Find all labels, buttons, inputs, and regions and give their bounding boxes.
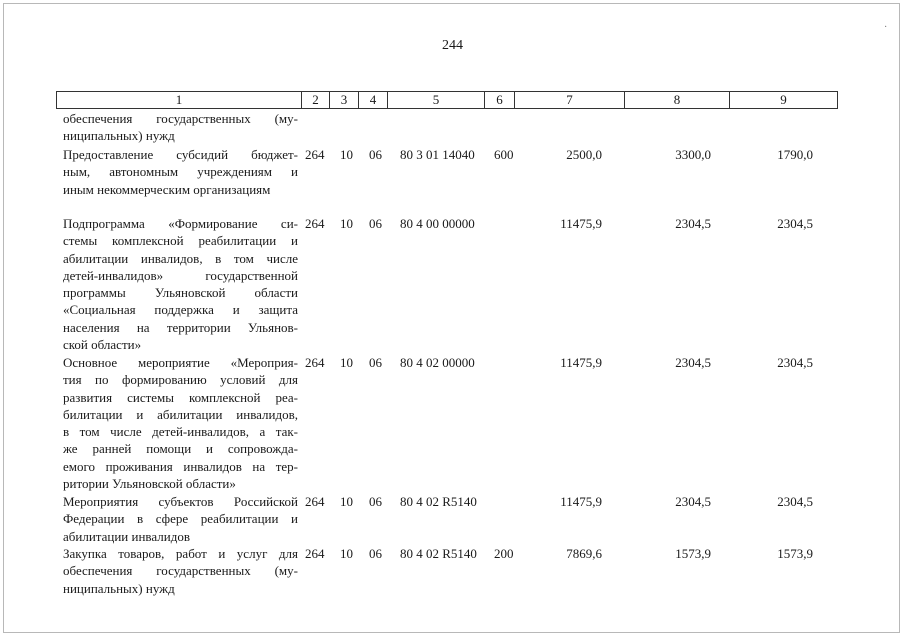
row-name-line: абилитации инвалидов (63, 528, 190, 544)
row-name-line: иным некоммерческим организациям (63, 181, 271, 197)
cell-c7: 11475,9 (560, 494, 602, 509)
cell-c8: 3300,0 (675, 147, 711, 162)
row-name (63, 354, 298, 492)
cell-c4: 06 (369, 546, 382, 561)
cell-c5: 80 4 02 00000 (400, 355, 475, 370)
cell-c9: 2304,5 (777, 355, 813, 370)
cell-c8: 1573,9 (675, 546, 711, 561)
row-name-line: Закупка товаров, работ и услуг для (63, 546, 298, 561)
header-col-9: 9 (780, 92, 787, 107)
row-name-line: Предоставление субсидий бюджет- (63, 147, 298, 162)
cell-c2: 264 (305, 494, 325, 509)
row-name-line: ниципальных) нужд (63, 580, 175, 596)
cell-c8: 2304,5 (675, 494, 711, 509)
row-name-line: развития системы комплексной реа- (63, 389, 298, 405)
cell-c2: 264 (305, 546, 325, 561)
row-name (63, 545, 298, 597)
header-col-2: 2 (302, 92, 330, 108)
row-name-line: Федерации в сфере реабилитации и (63, 511, 298, 527)
cell-c7: 11475,9 (560, 216, 602, 231)
cell-c9: 1790,0 (777, 147, 813, 162)
cell-c9: 1573,9 (777, 546, 813, 561)
row-name-line: Мероприятия субъектов Российской (63, 494, 298, 509)
row-name-line: населения на территории Ульянов- (63, 319, 298, 335)
table-header (56, 91, 838, 109)
cell-c3: 10 (340, 147, 353, 162)
row-name-line: ской области» (63, 337, 142, 353)
header-col-7: 7 (515, 92, 625, 108)
row-name-line: абилитации инвалидов, в том числе (63, 250, 298, 266)
row-name-line: детей-инвалидов» государственной (63, 267, 298, 283)
cell-c3: 10 (340, 355, 353, 370)
header-col-8: 8 (625, 92, 730, 108)
row-name-line: же ранней помощи и сопровожда- (63, 441, 298, 457)
cell-c5: 80 4 02 R5140 (400, 494, 477, 509)
row-name-line: Основное мероприятие «Мероприя- (63, 355, 298, 370)
page-number: 244 (442, 38, 463, 53)
row-name (63, 146, 298, 198)
cell-c5: 80 3 01 14040 (400, 147, 475, 162)
cell-c4: 06 (369, 494, 382, 509)
cell-c7: 11475,9 (560, 355, 602, 370)
cell-c8: 2304,5 (675, 355, 711, 370)
cell-c4: 06 (369, 147, 382, 162)
row-name-line: стемы комплексной реабилитации и (63, 233, 298, 249)
row-name-line: билитации и абилитации инвалидов, (63, 406, 298, 422)
corner-mark: · (884, 22, 888, 33)
row-name-line: тия по формированию условий для (63, 372, 298, 388)
row-name-line: программы Ульяновской области (63, 285, 298, 301)
header-col-4: 4 (359, 92, 388, 108)
row-name-line: обеспечения государственных (му- (63, 111, 298, 126)
cell-c3: 10 (340, 494, 353, 509)
cell-c4: 06 (369, 216, 382, 231)
row-name (63, 215, 298, 353)
cell-c2: 264 (305, 216, 325, 231)
row-name-line: ниципальных) нужд (63, 128, 175, 144)
row-name-line: ным, автономным учреждениям и (63, 164, 298, 180)
cell-c5: 80 4 02 R5140 (400, 546, 477, 561)
header-col-6: 6 (485, 92, 515, 108)
cell-c7: 7869,6 (566, 546, 602, 561)
cell-c6: 200 (494, 546, 514, 561)
row-name-line: «Социальная поддержка и защита (63, 302, 298, 318)
header-col-5: 5 (388, 92, 485, 108)
row-name (63, 493, 298, 545)
cell-c5: 80 4 00 00000 (400, 216, 475, 231)
cell-c8: 2304,5 (675, 216, 711, 231)
row-name-line: емого проживания инвалидов на тер- (63, 458, 298, 474)
cell-c9: 2304,5 (777, 494, 813, 509)
row-name-line: обеспечения государственных (му- (63, 563, 298, 579)
cell-c9: 2304,5 (777, 216, 813, 231)
cell-c2: 264 (305, 147, 325, 162)
row-name-line: в том числе детей-инвалидов, а так- (63, 424, 298, 440)
cell-c6: 600 (494, 147, 514, 162)
cell-c2: 264 (305, 355, 325, 370)
row-name-line: ритории Ульяновской области» (63, 476, 236, 492)
header-col-1: 1 (57, 92, 302, 108)
cell-c3: 10 (340, 216, 353, 231)
cell-c3: 10 (340, 546, 353, 561)
cell-c4: 06 (369, 355, 382, 370)
cell-c7: 2500,0 (566, 147, 602, 162)
row-name-line: Подпрограмма «Формирование си- (63, 216, 298, 231)
row-name (63, 110, 298, 145)
header-col-3: 3 (330, 92, 359, 108)
